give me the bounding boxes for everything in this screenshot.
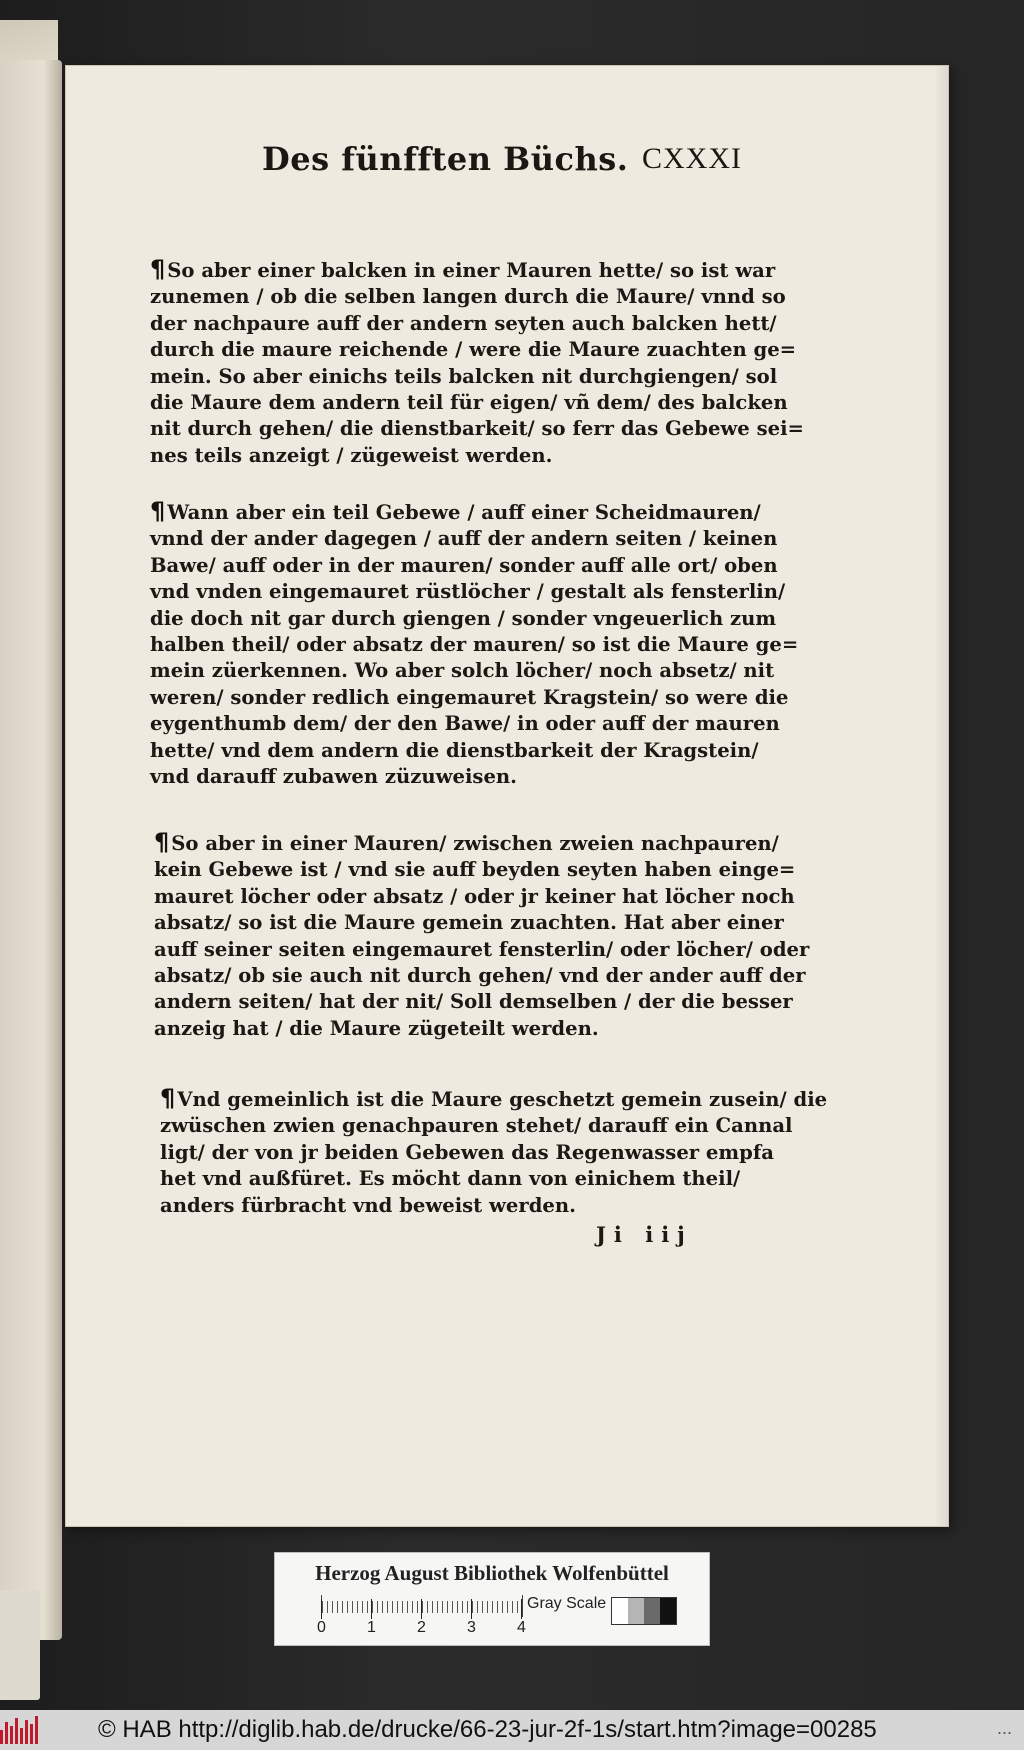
text-line: andern seiten/ hat der nit/ Soll demselben / der die besser [154, 990, 793, 1014]
text-line: absatz/ so ist die Maure gemein zuachten. Hat aber einer [154, 911, 784, 935]
text-line: die doch nit gar durch giengen / sonder vngeuerlich zum [150, 606, 777, 630]
text-line: halben theil/ oder absatz der mauren/ so ist die Maure ge= [150, 633, 799, 657]
more-icon[interactable]: ... [996, 1718, 1012, 1738]
text-line: ligt/ der von jr beiden Gebewen das Regenwasser empfa [160, 1140, 774, 1164]
gray-step [612, 1598, 628, 1624]
text-line: ¶ So aber in einer Mauren/ zwischen zweien nachpauren/ [154, 828, 779, 856]
gray-scale-swatch [611, 1597, 677, 1625]
text-line: vnd darauff zubawen züzuweisen. [150, 765, 517, 789]
text-line: nit durch gehen/ die dienstbarkeit/ so ferr das Gebewe sei= [150, 417, 804, 441]
text-line: anders fürbracht vnd beweist werden. [160, 1193, 576, 1217]
ruler-tick [471, 1599, 472, 1619]
text-line: auff seiner seiten eingemauret fensterlin/ oder löcher/ oder [154, 937, 810, 961]
text-line: mein züerkennen. Wo aber solch löcher/ noch absetz/ nit [150, 659, 775, 683]
text-line: der nachpaure auff der andern seyten auch balcken hett/ [150, 311, 777, 335]
text-line: Bawe/ auff oder in der mauren/ sonder auff alle ort/ oben [150, 553, 778, 577]
text-line: hette/ vnd dem andern die dienstbarkeit der Kragstein/ [150, 738, 759, 762]
gray-step [660, 1598, 676, 1624]
ruler-tick [521, 1599, 522, 1619]
text-line: vnnd der ander dagegen / auff der andern seiten / keinen [150, 527, 778, 551]
text-line: kein Gebewe ist / vnd sie auff beyden seyten haben einge= [154, 858, 796, 882]
paragraph-2 [150, 497, 799, 790]
running-title: Des fünfften Büchs. [262, 140, 629, 178]
ruler-number: 3 [467, 1619, 476, 1636]
color-target [274, 1552, 710, 1646]
paragraph-4 [160, 1084, 828, 1219]
paragraph-3 [154, 828, 810, 1042]
page-header [192, 140, 742, 184]
text-line: die Maure dem andern teil für eigen/ vñ dem/ des balcken [150, 391, 788, 415]
pilcrow-icon: ¶ [150, 255, 166, 283]
text-line: anzeig hat / die Maure zügeteilt werden. [154, 1016, 599, 1040]
ruler-tick [421, 1599, 422, 1619]
previous-page-edge [0, 60, 62, 1640]
ruler-number: 2 [417, 1619, 426, 1636]
text-line: mein. So aber einichs teils balcken nit durchgiengen/ sol [150, 364, 778, 388]
folio-number: CXXXI [642, 142, 742, 175]
ruler-number: 0 [317, 1619, 326, 1636]
text-line: het vnd außfüret. Es möcht dann von einichem theil/ [160, 1167, 741, 1191]
ruler [321, 1595, 523, 1617]
paragraph-1 [150, 255, 804, 469]
text-line: nes teils anzeigt / zügeweist werden. [150, 443, 553, 467]
gray-step [644, 1598, 660, 1624]
ruler-number: 4 [517, 1619, 526, 1636]
text-line: vnd vnden eingemauret rüstlöcher / gestalt als fensterlin/ [150, 580, 786, 604]
pilcrow-icon: ¶ [154, 828, 170, 856]
library-name: Herzog August Bibliothek Wolfenbüttel [315, 1561, 669, 1585]
gray-step [628, 1598, 644, 1624]
text-line: durch die maure reichende / were die Maure zuachten ge= [150, 338, 797, 362]
ruler-tick [321, 1599, 322, 1619]
source-url[interactable]: © HAB http://diglib.hab.de/drucke/66-23-jur-2f-1s/start.htm?image=00285 [98, 1716, 877, 1743]
text-line: weren/ sonder redlich eingemauret Kragstein/ so were die [150, 685, 789, 709]
shelf-label [0, 1590, 40, 1700]
text-line: absatz/ ob sie auch nit durch gehen/ vnd der ander auff der [154, 964, 806, 988]
hab-logo-icon [0, 1716, 48, 1744]
text-line: eygenthumb dem/ der den Bawe/ in oder auff der mauren [150, 712, 780, 736]
text-line: ¶ Vnd gemeinlich ist die Maure geschetzt gemein zusein/ die [160, 1084, 828, 1112]
text-line: ¶ Wann aber ein teil Gebewe / auff einer Scheidmauren/ [150, 497, 761, 525]
ruler-tick [371, 1599, 372, 1619]
text-line: zunemen / ob die selben langen durch die Maure/ vnnd so [150, 285, 786, 309]
pilcrow-icon: ¶ [150, 497, 166, 525]
text-line: mauret löcher oder absatz / oder jr keiner hat löcher noch [154, 884, 795, 908]
pilcrow-icon: ¶ [160, 1084, 176, 1112]
footer-bar [0, 1710, 1024, 1750]
text-line: ¶ So aber einer balcken in einer Mauren hette/ so ist war [150, 255, 776, 283]
gray-scale-label: Gray Scale [527, 1595, 607, 1612]
text-line: zwüschen zwien genachpauren stehet/ darauff ein Cannal [160, 1114, 793, 1138]
signature-mark: Ji iij [596, 1222, 693, 1247]
ruler-number: 1 [367, 1619, 376, 1636]
